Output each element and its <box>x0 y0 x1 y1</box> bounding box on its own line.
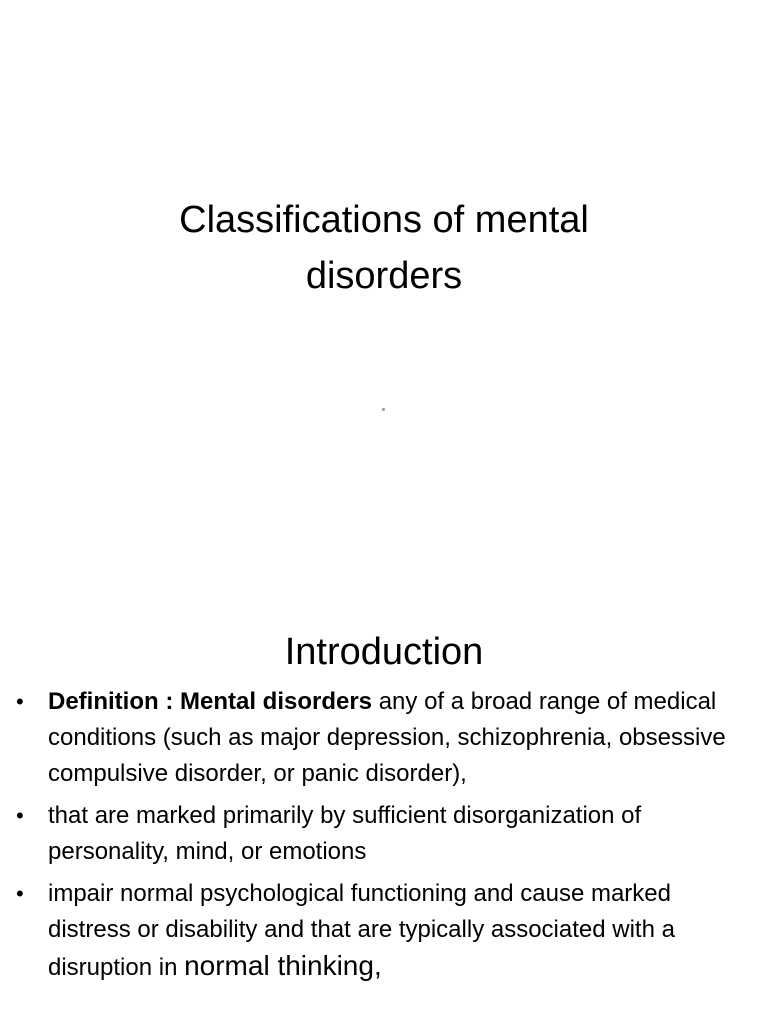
bullet-marked <box>0 798 768 870</box>
definition-text: any of a broad range of medical conditions (such as major depression, schizophrenia, obsessive compulsive disorder, or panic disorder), <box>48 688 726 787</box>
bullet-text-large: normal thinking, <box>184 950 382 981</box>
decorative-dot <box>382 408 385 411</box>
definition-label: Definition : Mental disorders <box>48 688 373 715</box>
slide-2 <box>0 576 768 1024</box>
bullet-text: impair normal psychological functioning and cause marked distress or disability and that are typically associated with a disruption in <box>48 880 675 981</box>
slide-title: Classifications of mental disorders <box>179 199 589 297</box>
bullet-impair <box>0 876 768 986</box>
bullet-definition <box>0 684 768 792</box>
bullet-icon: • <box>16 689 24 714</box>
slide-heading: Introduction <box>284 631 484 673</box>
bullet-icon: • <box>16 881 24 906</box>
bullet-list <box>0 684 768 992</box>
bullet-text: that are marked primarily by sufficient disorganization of personality, mind, or emotions <box>48 802 642 865</box>
bullet-icon: • <box>16 803 24 828</box>
